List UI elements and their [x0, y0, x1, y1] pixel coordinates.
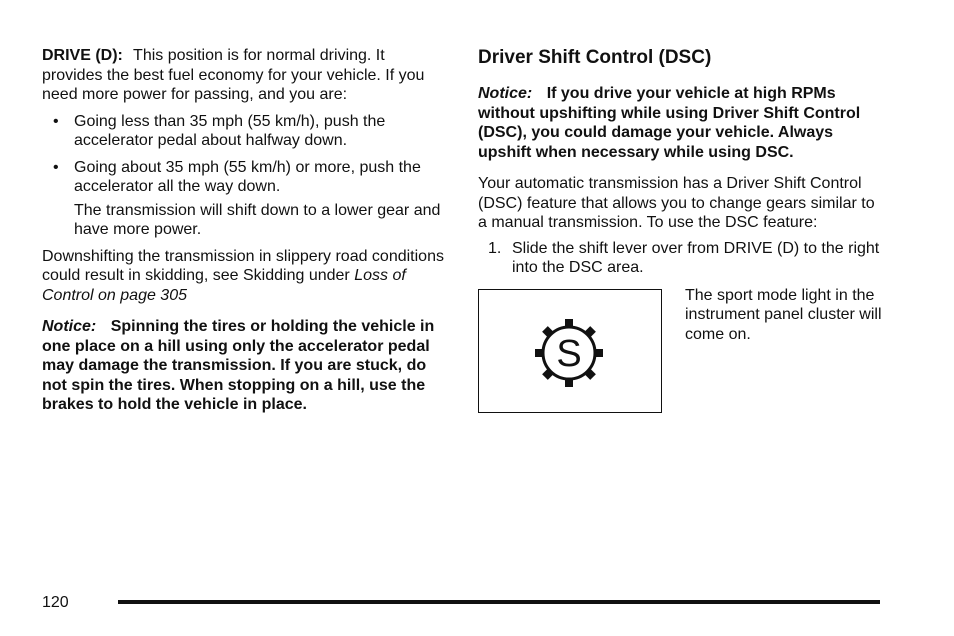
downshift-text: Downshifting the transmission in slippery road conditions could result in skidding, see Skidding under [42, 247, 444, 284]
downshift-paragraph [42, 247, 447, 306]
drive-text: This position is for normal driving. It provides the best fuel economy for your vehicle. If you need more power for passing, and you are: [42, 47, 425, 103]
page-number: 120 [42, 594, 69, 611]
sport-mode-gear-s-icon [534, 318, 604, 388]
bullet-text: Going about 35 mph (55 km/h) or more, push the accelerator all the way down. [74, 158, 421, 195]
list-item [42, 158, 447, 197]
notice-paragraph [478, 84, 883, 162]
footer-rule [118, 600, 880, 604]
right-column [478, 44, 883, 419]
notice-label: Notice: [478, 85, 533, 102]
cross-reference: Loss of Control on page 305 [42, 267, 406, 304]
bullet-text: Going less than 35 mph (55 km/h), push the accelerator pedal about halfway down. [74, 112, 386, 149]
list-item [478, 239, 883, 278]
figure-box [478, 289, 662, 413]
figure-row [478, 286, 883, 419]
bullet-icon: • [53, 158, 59, 176]
shift-note: The transmission will shift down to a lower gear and have more power. [74, 201, 441, 238]
notice-paragraph [42, 317, 447, 415]
figure-letter: S [556, 332, 582, 375]
steps-list [478, 239, 883, 278]
list-item [42, 112, 447, 151]
intro-paragraph: Your automatic transmission has a Driver Shift Control (DSC) feature that allows you to change gears similar to a manual transmission. To use the DSC feature: [478, 175, 875, 231]
left-column [42, 46, 447, 422]
figure-caption: The sport mode light in the instrument panel cluster will come on. [685, 286, 882, 343]
drive-label: DRIVE (D): [42, 47, 123, 64]
bullet-list [42, 112, 447, 197]
drive-paragraph [42, 46, 447, 105]
notice-label: Notice: [42, 318, 97, 335]
step-text: Slide the shift lever over from DRIVE (D) to the right into the DSC area. [512, 239, 880, 276]
notice-text: If you drive your vehicle at high RPMs without upshifting while using Driver Shift Control (DSC), you could damage your vehicle. Always upshift when necessary while using DSC. [478, 85, 861, 161]
step-number: 1. [488, 239, 502, 257]
bullet-icon: • [53, 112, 59, 130]
section-heading: Driver Shift Control (DSC) [478, 47, 712, 68]
notice-text: Spinning the tires or holding the vehicle in one place on a hill using only the accelerator pedal may damage the transmission. If you are stuck, do not spin the tires. When stopping on a hill, use the brakes to hold the vehicle in place. [42, 318, 435, 413]
